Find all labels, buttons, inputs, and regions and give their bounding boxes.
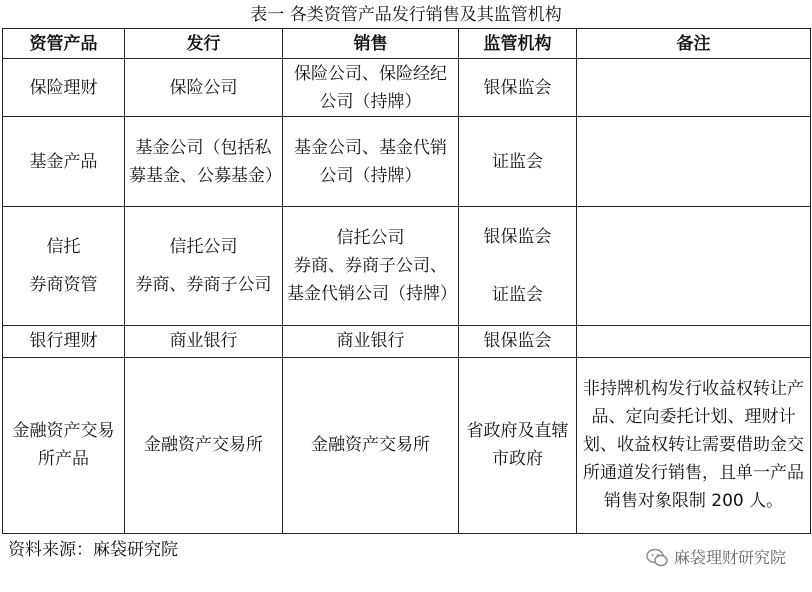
cell-issuer: 券商、券商子公司 — [135, 274, 272, 295]
table-caption: 表一 各类资管产品发行销售及其监管机构 — [250, 5, 562, 25]
cell-regulator: 银保监会 — [459, 59, 577, 117]
cell-sales: 券商、券商子公司、基金代销公司（持牌） — [287, 255, 457, 304]
table-header-row — [3, 29, 811, 59]
table-row — [3, 357, 811, 533]
cell-product: 银行理财 — [3, 325, 125, 357]
regulation-table — [2, 28, 811, 534]
cell-regulator: 银保监会 — [483, 226, 552, 247]
cell-note: 非持牌机构发行收益权转让产品、定向委托计划、理财计划、收益权转让需要借助金交所通道发行销售，且单一产品销售对象限制 200 人。 — [577, 357, 811, 533]
cell-note — [577, 117, 811, 207]
cell-note — [577, 325, 811, 357]
cell-product: 券商资管 — [29, 274, 98, 295]
watermark-text: 麻袋理财研究院 — [673, 548, 786, 567]
watermark — [646, 546, 786, 570]
cell-product: 金融资产交易所产品 — [3, 357, 125, 533]
cell-sales: 商业银行 — [283, 325, 459, 357]
cell-sales: 基金公司、基金代销公司（持牌） — [283, 117, 459, 207]
cell-product: 基金产品 — [3, 117, 125, 207]
header-regulator: 监管机构 — [459, 29, 577, 59]
table-row — [3, 325, 811, 357]
cell-sales: 信托公司 — [336, 227, 405, 248]
cell-issuer: 金融资产交易所 — [125, 357, 283, 533]
cell-product: 信托 — [46, 236, 81, 257]
cell-regulator: 证监会 — [492, 284, 543, 305]
source-note: 资料来源：麻袋研究院 — [8, 540, 178, 560]
cell-regulator: 银保监会 — [459, 325, 577, 357]
cell-sales: 金融资产交易所 — [283, 357, 459, 533]
cell-issuer: 基金公司（包括私募基金、公募基金） — [125, 117, 283, 207]
table-row — [3, 207, 811, 325]
cell-issuer: 信托公司 — [169, 236, 238, 257]
header-issuer: 发行 — [125, 29, 283, 59]
cell-sales: 保险公司、保险经纪公司（持牌） — [283, 59, 459, 117]
cell-issuer: 保险公司 — [125, 59, 283, 117]
cell-regulator: 省政府及直辖市政府 — [459, 357, 577, 533]
cell-regulator: 证监会 — [459, 117, 577, 207]
header-note: 备注 — [577, 29, 811, 59]
cell-issuer: 商业银行 — [125, 325, 283, 357]
cell-note — [577, 59, 811, 117]
table-row — [3, 59, 811, 117]
cell-product: 保险理财 — [3, 59, 125, 117]
table-row — [3, 117, 811, 207]
wechat-icon — [646, 548, 668, 568]
header-product: 资管产品 — [3, 29, 125, 59]
header-sales: 销售 — [283, 29, 459, 59]
